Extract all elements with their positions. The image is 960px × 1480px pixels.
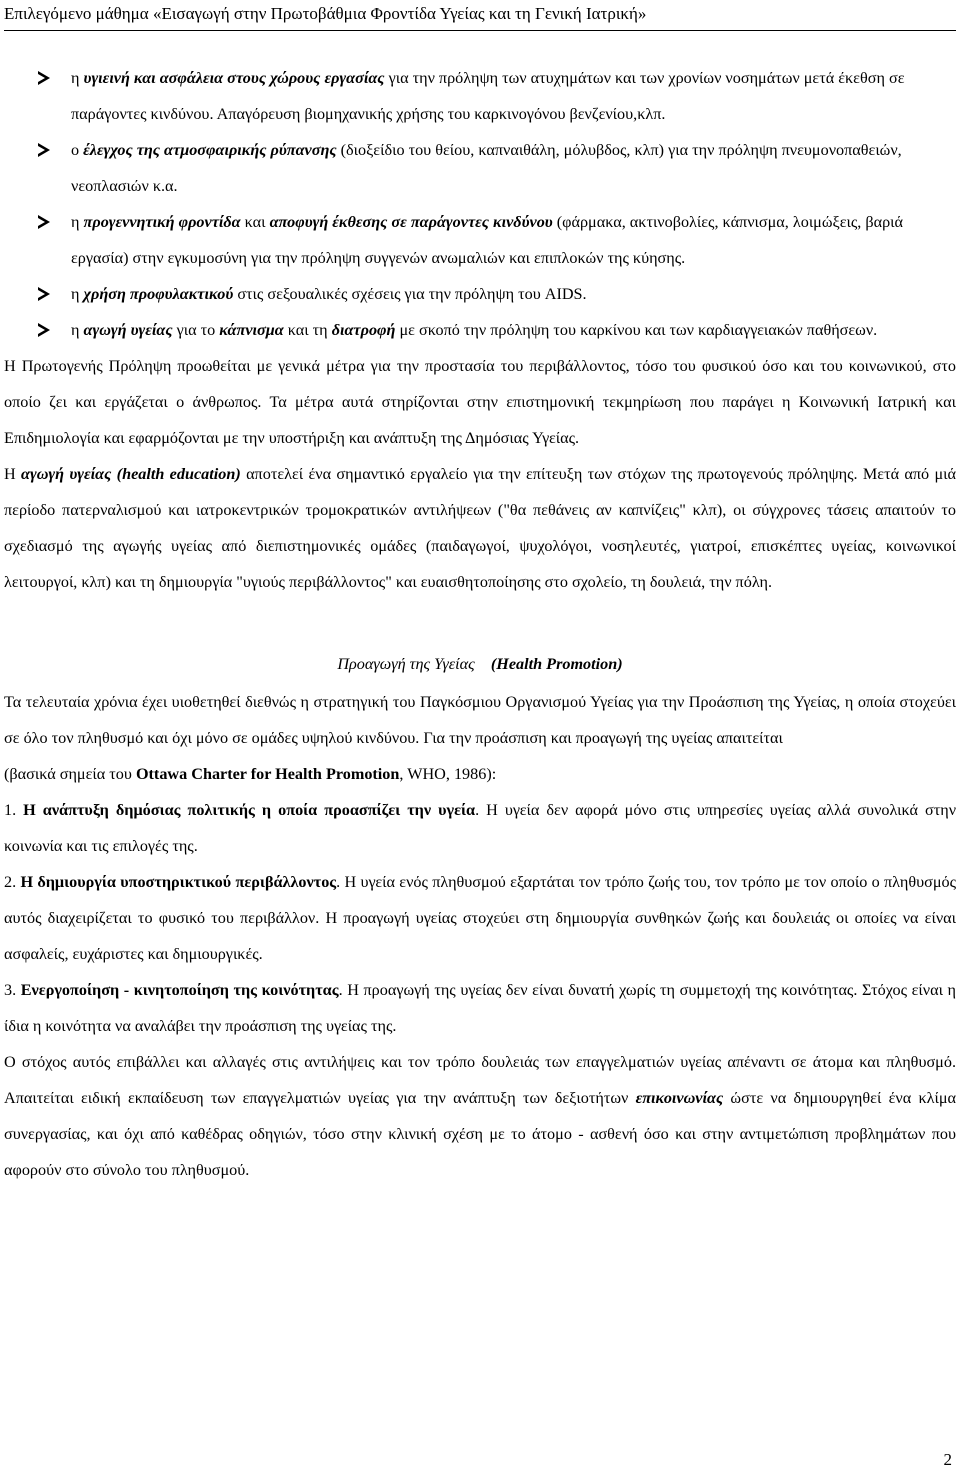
- bullet-item: η χρήση προφυλακτικού στις σεξουαλικές σχέσεις για την πρόληψη του AIDS.: [4, 276, 956, 312]
- bold-italic-term: κάπνισμα: [219, 321, 284, 339]
- bold-italic-term: αποφυγή έκθεσης σε παράγοντες κινδύνου: [269, 213, 553, 231]
- bold-term: Η δημιουργία υποστηρικτικού περιβάλλοντος: [20, 873, 337, 891]
- bold-italic-term: αγωγή υγείας (health education): [21, 465, 241, 483]
- page-number: 2: [943, 1450, 952, 1469]
- section-title: Προαγωγή της Υγείας (Health Promotion): [337, 655, 623, 673]
- bold-term: Ενεργοποίηση - κινητοποίηση της κοινότητας: [20, 981, 339, 999]
- arrow-bullet-icon: [38, 143, 50, 157]
- arrow-bullet-icon: [38, 215, 50, 229]
- numbered-point-1: 1. Η ανάπτυξη δημόσιας πολιτικής η οποία προασπίζει την υγεία. Η υγεία δεν αφορά μόνο στις υπηρεσίες υγείας αλλά συνολικά στην κοινωνία και τις επιλογές της.: [4, 801, 957, 855]
- running-header: Επιλεγόμενο μάθημα «Εισαγωγή στην Πρωτοβάθμια Φροντίδα Υγείας και τη Γενική Ιατρική»: [4, 2, 956, 31]
- bold-term: Η ανάπτυξη δημόσιας πολιτικής η οποία προασπίζει την υγεία: [23, 801, 476, 819]
- bold-italic-term: διατροφή: [331, 321, 396, 339]
- bullet-item: η υγιεινή και ασφάλεια στους χώρους εργασίας για την πρόληψη των ατυχημάτων και των χρονίων νοσημάτων μετά έκεθση σε παράγοντες κινδύνου. Απαγόρευση βιομηχανικής χρήσης του καρκινογόνου βενζενίου,κλπ.: [4, 60, 956, 132]
- arrow-bullet-icon: [38, 287, 50, 301]
- bullet-item: η προγεννητική φροντίδα και αποφυγή έκθεσης σε παράγοντες κινδύνου (φάρμακα, ακτινοβολίες, κάπνισμα, λοιμώξεις, βαριά εργασία) στην εγκυμοσύνη για την πρόληψη συγγενών ανωμαλιών και επιπλοκών της κύησης.: [4, 204, 956, 276]
- paragraph-professional-training: Ο στόχος αυτός επιβάλλει και αλλαγές στις αντιλήψεις και τον τρόπο δουλειάς των επαγγελματιών υγείας απέναντι σε άτομα και πληθυσμό. Απαιτείται ειδική εκπαίδευση των επαγγελματιών υγείας για την ανάπτυξη των δεξιοτήτων επικοινωνίας ώστε να δημιουργηθεί ένα κλίμα συνεργασίας, και όχι από καθέδρας οδηγιών, τόσο στην κλινική σχέση με το άτομο - ασθενή όσο και στην αντιμετώπιση προβλημάτων που αφορούν στο σύνολο του πληθυσμού.: [4, 1053, 956, 1179]
- bullet-item: ο έλεγχος της ατμοσφαιρικής ρύπανσης (διοξείδιο του θείου, καπναιθάλη, μόλυβδος, κλπ) για την πρόληψη πνευμονοπαθειών, νεοπλασιών κ.α.: [4, 132, 956, 204]
- bullet-item: η αγωγή υγείας για το κάπνισμα και τη διατροφή με σκοπό την πρόληψη του καρκίνου και των καρδιαγγειακών παθήσεων.: [4, 312, 956, 348]
- paragraph-ottawa-charter: (βασικά σημεία του Ottawa Charter for Health Promotion, WHO, 1986):: [4, 765, 497, 783]
- bold-italic-term: επικοινωνίας: [635, 1089, 724, 1107]
- bold-italic-term: έλεγχος της ατμοσφαιρικής ρύπανσης: [83, 141, 337, 159]
- arrow-bullet-icon: [38, 323, 50, 337]
- bold-italic-term: προγεννητική φροντίδα: [83, 213, 241, 231]
- document-body: [4, 60, 956, 1188]
- paragraph-primary-prevention: Η Πρωτογενής Πρόληψη προωθείται με γενικά μέτρα για την προστασία του περιβάλλοντος, τόσο του φυσικού όσο και του κοινωνικού, στο οποίο ζει και εργάζεται ο άνθρωπος. Τα μέτρα αυτά στηρίζονται στην επιστημονική τεκμηρίωση που παράγει η Κοινωνική Ιατρική και Επιδημιολογία και εφαρμόζονται με την υποστήριξη και ανάπτυξη της Δημόσιας Υγείας.: [4, 357, 956, 447]
- paragraph-who-strategy: Τα τελευταία χρόνια έχει υιοθετηθεί διεθνώς η στρατηγική του Παγκόσμιου Οργανισμού Υγείας για την Προάσπιση της Υγείας, η οποία στοχεύει σε όλο τον πληθυσμό και όχι μόνο σε ομάδες υψηλού κινδύνου. Για την προάσπιση και προαγωγή της υγείας απαιτείται: [4, 693, 956, 747]
- bold-italic-term: αγωγή υγείας: [83, 321, 173, 339]
- numbered-point-3: 3. Ενεργοποίηση - κινητοποίηση της κοινότητας. Η προαγωγή της υγείας δεν είναι δυνατή χωρίς τη συμμετοχή της κοινότητας. Στόχος είναι η ίδια η κοινότητα να αναλάβει την προάσπιση της υγείας της.: [4, 981, 957, 1035]
- paragraph-health-education: Η αγωγή υγείας (health education) αποτελεί ένα σημαντικό εργαλείο για την επίτευξη των στόχων της πρωτογενούς πρόληψης. Μετά από μιά περίοδο πατερναλισμού και ιατροκεντρικών τρομοκρατικών αντιλήψεων ("θα πεθάνεις αν καπνίζεις" κλπ), οι σύγχρονες τάσεις απαιτούν το σχεδιασμό της αγωγής υγείας από διεπιστημονικές ομάδες (παιδαγωγοί, ψυχολόγοι, νοσηλευτές, γιατροί, επισκέπτες υγείας, κοινωνικοί λειτουργοί, κλπ) και τη δημιουργία "υγιούς περιβάλλοντος" και ευαισθητοποίησης στο σχολείο, τη δουλειά, την πόλη.: [4, 465, 957, 591]
- bold-italic-term: υγιεινή και ασφάλεια στους χώρους εργασίας: [83, 69, 385, 87]
- bold-italic-term: χρήση προφυλακτικού: [83, 285, 234, 303]
- numbered-point-2: 2. Η δημιουργία υποστηρικτικού περιβάλλοντος. Η υγεία ενός πληθυσμού εξαρτάται τον τρόπο ζωής του, τον τρόπο με τον οποίο ο πληθυσμός αυτός διαχειρίζεται το φυσικό του περιβάλλον. Η προαγωγή υγείας στοχεύει στη δημιουργία συνθηκών ζωής και δουλειάς οι οποίες να είναι ασφαλείς, ευχάριστες και δημιουργικές.: [4, 873, 957, 963]
- arrow-bullet-icon: [38, 71, 50, 85]
- bold-term: Ottawa Charter for Health Promotion: [135, 765, 400, 783]
